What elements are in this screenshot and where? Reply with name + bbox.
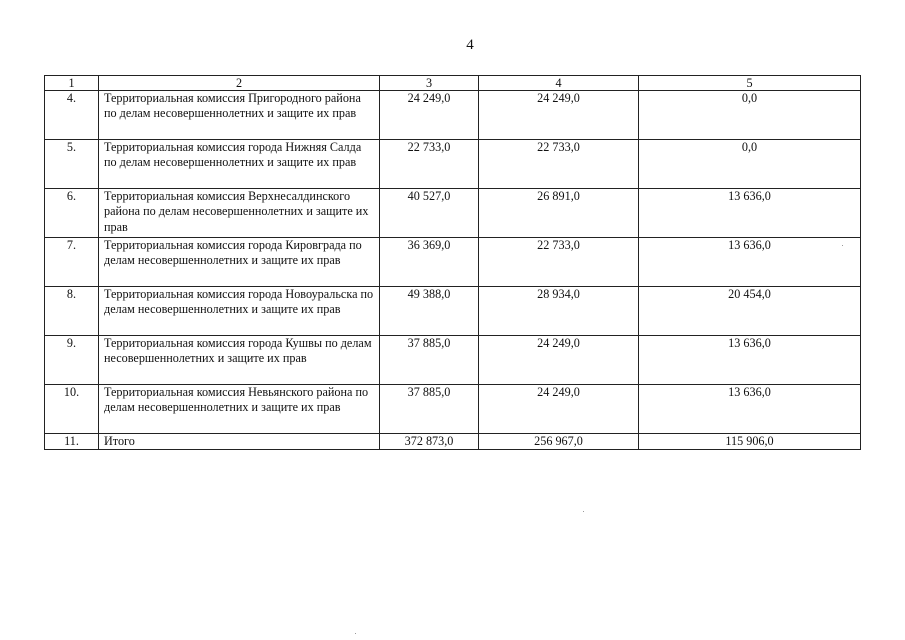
value-col-4: 26 891,0 bbox=[479, 189, 639, 238]
table-row bbox=[45, 287, 861, 336]
row-number: 9. bbox=[45, 336, 99, 385]
table-row bbox=[45, 140, 861, 189]
column-header-4: 4 bbox=[479, 76, 639, 91]
commission-name: Территориальная комиссия города Нижняя Салда по делам несовершеннолетних и защите их прав bbox=[99, 140, 380, 189]
column-header-number: 1 bbox=[45, 76, 99, 91]
row-number: 5. bbox=[45, 140, 99, 189]
value-col-5: 13 636,0 bbox=[639, 189, 861, 238]
total-row bbox=[45, 434, 861, 450]
table-row bbox=[45, 336, 861, 385]
row-number: 8. bbox=[45, 287, 99, 336]
commission-name: Территориальная комиссия города Кировграда по делам несовершеннолетних и защите их прав bbox=[99, 238, 380, 287]
table-row bbox=[45, 189, 861, 238]
commission-name: Территориальная комиссия города Кушвы по делам несовершеннолетних и защите их прав bbox=[99, 336, 380, 385]
value-col-3: 40 527,0 bbox=[380, 189, 479, 238]
commission-name: Территориальная комиссия Верхнесалдинского района по делам несовершеннолетних и защите их прав bbox=[99, 189, 380, 238]
row-number: 10. bbox=[45, 385, 99, 434]
table-row bbox=[45, 91, 861, 140]
value-col-3: 37 885,0 bbox=[380, 336, 479, 385]
table-header-row bbox=[45, 76, 861, 91]
value-col-3: 36 369,0 bbox=[380, 238, 479, 287]
total-label: Итого bbox=[99, 434, 380, 450]
row-number: 7. bbox=[45, 238, 99, 287]
total-col-5: 115 906,0 bbox=[639, 434, 861, 450]
value-col-4: 24 249,0 bbox=[479, 336, 639, 385]
row-number: 6. bbox=[45, 189, 99, 238]
value-col-4: 24 249,0 bbox=[479, 385, 639, 434]
budget-table bbox=[44, 75, 861, 450]
value-col-3: 37 885,0 bbox=[380, 385, 479, 434]
value-col-4: 22 733,0 bbox=[479, 238, 639, 287]
row-number: 4. bbox=[45, 91, 99, 140]
value-col-5: 0,0 bbox=[639, 91, 861, 140]
column-header-5: 5 bbox=[639, 76, 861, 91]
value-col-4: 28 934,0 bbox=[479, 287, 639, 336]
total-col-4: 256 967,0 bbox=[479, 434, 639, 450]
value-col-5: 13 636,0 bbox=[639, 238, 861, 287]
value-col-5: 13 636,0 bbox=[639, 385, 861, 434]
value-col-5: 0,0 bbox=[639, 140, 861, 189]
scan-speck bbox=[583, 511, 584, 512]
value-col-5: 20 454,0 bbox=[639, 287, 861, 336]
page-number: 4 bbox=[466, 37, 474, 53]
table-row bbox=[45, 238, 861, 287]
commission-name: Территориальная комиссия Невьянского района по делам несовершеннолетних и защите их прав bbox=[99, 385, 380, 434]
value-col-4: 24 249,0 bbox=[479, 91, 639, 140]
value-col-4: 22 733,0 bbox=[479, 140, 639, 189]
value-col-3: 49 388,0 bbox=[380, 287, 479, 336]
scan-speck bbox=[355, 633, 356, 634]
total-col-3: 372 873,0 bbox=[380, 434, 479, 450]
column-header-3: 3 bbox=[380, 76, 479, 91]
commission-name: Территориальная комиссия Пригородного района по делам несовершеннолетних и защите их прав bbox=[99, 91, 380, 140]
total-row-number: 11. bbox=[45, 434, 99, 450]
value-col-5: 13 636,0 bbox=[639, 336, 861, 385]
column-header-name: 2 bbox=[99, 76, 380, 91]
value-col-3: 24 249,0 bbox=[380, 91, 479, 140]
commission-name: Территориальная комиссия города Новоуральска по делам несовершеннолетних и защите их прав bbox=[99, 287, 380, 336]
scan-speck bbox=[842, 245, 843, 246]
value-col-3: 22 733,0 bbox=[380, 140, 479, 189]
table-row bbox=[45, 385, 861, 434]
